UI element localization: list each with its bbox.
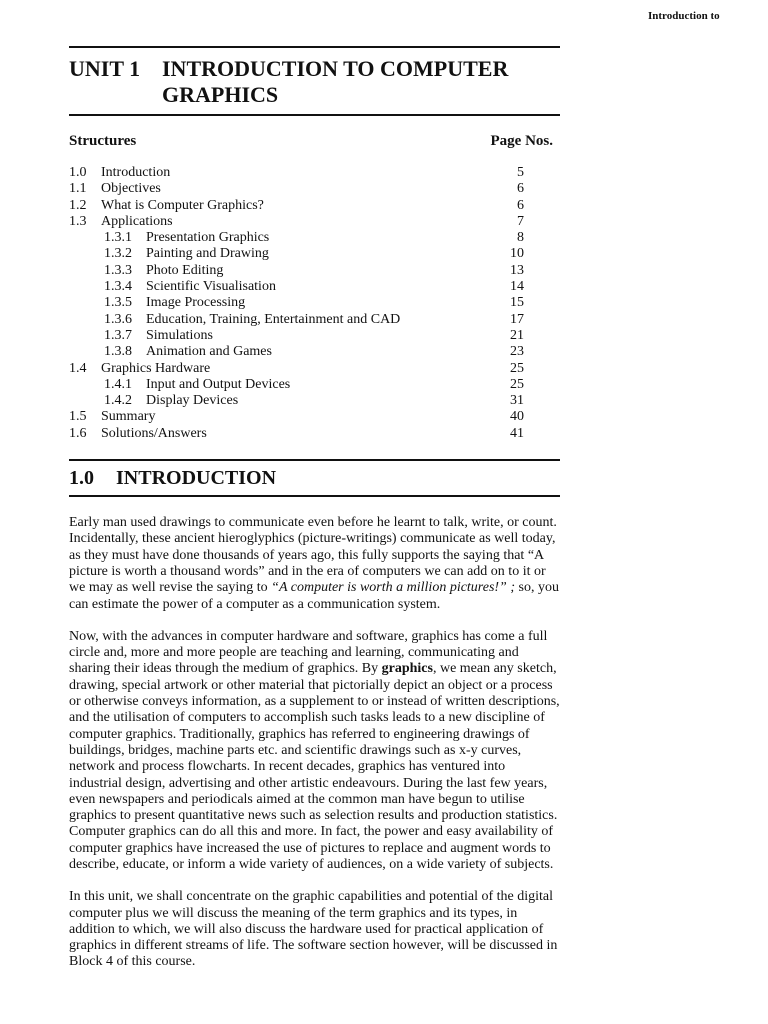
toc-item-number: 1.0	[69, 165, 87, 180]
toc-item-title: Display Devices	[146, 393, 239, 409]
toc-item	[69, 409, 560, 425]
section-heading	[69, 459, 560, 497]
table-of-contents	[69, 165, 560, 442]
toc-item	[69, 393, 560, 409]
toc-item	[69, 295, 560, 311]
toc-item-number: 1.4.1	[104, 376, 132, 392]
page-nos-label: Page Nos.	[490, 133, 553, 149]
page-content	[69, 46, 560, 971]
toc-item-title: Applications	[101, 213, 173, 229]
toc-item-number: 1.4.2	[104, 393, 132, 409]
structures-label: Structures	[69, 133, 137, 149]
top-rule	[69, 46, 560, 48]
toc-item-title: Summary	[101, 409, 156, 425]
toc-item	[69, 312, 560, 328]
toc-item-page: 25	[510, 360, 524, 376]
toc-item-title: Education, Training, Entertainment and CAD	[146, 311, 401, 327]
toc-item-page: 41	[510, 425, 524, 441]
toc-item	[69, 165, 560, 181]
toc-item	[69, 344, 560, 360]
toc-item	[69, 246, 560, 262]
toc-item-title: Introduction	[101, 165, 171, 180]
toc-item-page: 23	[510, 344, 524, 360]
toc-item-title: Input and Output Devices	[146, 376, 291, 392]
toc-item	[69, 328, 560, 344]
paragraph-2-term: graphics	[381, 661, 433, 677]
paragraph-2	[69, 629, 560, 873]
toc-item-title: Objectives	[101, 181, 161, 197]
toc-item-page: 13	[510, 262, 524, 278]
toc-header	[69, 133, 560, 153]
toc-item-page: 6	[517, 197, 524, 213]
toc-item-title: Photo Editing	[146, 262, 224, 278]
paragraph-2-text: Now, with the advances in computer hardware and software, graphics has come a full circle and, more and more people are teaching and learning, communicating and sharing their ideas through the medium of graphics. By	[69, 628, 548, 677]
toc-item-page: 17	[510, 311, 524, 327]
toc-item-page: 10	[510, 246, 524, 262]
toc-item-title: Scientific Visualisation	[146, 279, 276, 295]
running-header: Introduction to	[648, 10, 720, 22]
toc-item-number: 1.3.2	[104, 246, 132, 262]
toc-item-number: 1.3.3	[104, 262, 132, 278]
toc-item	[69, 181, 560, 197]
paragraph-3: In this unit, we shall concentrate on the graphic capabilities and potential of the digital computer plus we will discuss the meaning of the term graphics and its types, in addition to which, we will also discuss the hardware used for practical application of graphics in different streams of life. The software section however, will be discussed in Block 4 of this course.	[69, 889, 558, 970]
toc-item-page: 40	[510, 409, 524, 425]
toc-item-title: Solutions/Answers	[101, 425, 207, 441]
toc-item	[69, 263, 560, 279]
toc-item-number: 1.1	[69, 181, 87, 197]
toc-item-title: Painting and Drawing	[146, 246, 269, 262]
paragraph-1	[69, 515, 560, 613]
toc-item-number: 1.3.1	[104, 230, 132, 246]
paragraph-1-quote: “A computer is worth a million pictures!” ;	[271, 580, 516, 596]
toc-item-title: Simulations	[146, 327, 213, 343]
toc-item-page: 31	[510, 393, 524, 409]
toc-item-title: Graphics Hardware	[101, 360, 211, 376]
toc-item-number: 1.2	[69, 197, 87, 213]
toc-item-page: 5	[517, 165, 524, 180]
toc-item-page: 8	[517, 230, 524, 246]
toc-item-page: 7	[517, 213, 524, 229]
paragraph-1-tail: so, you can estimate the power of a computer as a communication system.	[69, 580, 559, 612]
toc-item	[69, 230, 560, 246]
toc-item-number: 1.3.5	[104, 295, 132, 311]
toc-item	[69, 361, 560, 377]
toc-item-title: Presentation Graphics	[146, 230, 270, 246]
toc-item	[69, 426, 560, 442]
toc-item-page: 14	[510, 279, 524, 295]
section-number: 1.0	[69, 466, 94, 489]
toc-item-page: 25	[510, 376, 524, 392]
toc-item-page: 15	[510, 295, 524, 311]
toc-item-number: 1.3.4	[104, 279, 132, 295]
unit-title-text: INTRODUCTION TO COMPUTER GRAPHICS	[162, 56, 509, 107]
toc-item-title: What is Computer Graphics?	[101, 197, 264, 213]
unit-title	[69, 56, 560, 108]
toc-item-number: 1.5	[69, 409, 87, 425]
toc-item-number: 1.3.7	[104, 327, 132, 343]
toc-item	[69, 198, 560, 214]
toc-item-number: 1.3.8	[104, 344, 132, 360]
toc-item-number: 1.6	[69, 425, 87, 441]
paragraph-1-text: Early man used drawings to communicate even before he learnt to talk, write, or count. Incidentally, these ancient hieroglyphics (picture-writings) communicate as well today, as they must have done thousands of years ago, this fully supports the saying that “A picture is worth a thousand words” and in the era of computers we can add on to it or we may as well revise the saying to	[69, 515, 557, 596]
toc-item-page: 21	[510, 327, 524, 343]
toc-item-page: 6	[517, 181, 524, 197]
toc-item-number: 1.3.6	[104, 311, 132, 327]
toc-item-title: Image Processing	[146, 295, 246, 311]
toc-item-title: Animation and Games	[146, 344, 272, 360]
toc-item	[69, 214, 560, 230]
paragraph-2-tail: , we mean any sketch, drawing, special artwork or other material that pictorially depict an object or a process or otherwise conveys information, as a supplement to or instead of written descriptions, and the utilisation of computers to accomplish such tasks leads to a new discipline of computer graphics. Traditionally, graphics has referred to engineering drawings of buildings, bridges, machine parts etc. and scientific drawings such as x-y curves, network and process flowcharts. In recent decades, graphics has ventured into industrial design, advertising and other artistic endeavours. During the last few years, even newspapers and periodicals aimed at the common man have begun to utilise graphics to present quantitative news such as selection results and production statistics. Computer graphics can do all this and more. In fact, the power and easy availability of computer graphics have increased the use of pictures to replace and augment words to describe, educate, or inform a wide variety of audiences, on a wide variety of subjects.	[69, 661, 560, 872]
toc-item-number: 1.4	[69, 360, 87, 376]
section-title: INTRODUCTION	[116, 466, 277, 489]
toc-item	[69, 377, 560, 393]
toc-item-number: 1.3	[69, 213, 87, 229]
toc-item	[69, 279, 560, 295]
title-bottom-rule	[69, 114, 560, 116]
unit-number: UNIT 1	[69, 56, 141, 81]
